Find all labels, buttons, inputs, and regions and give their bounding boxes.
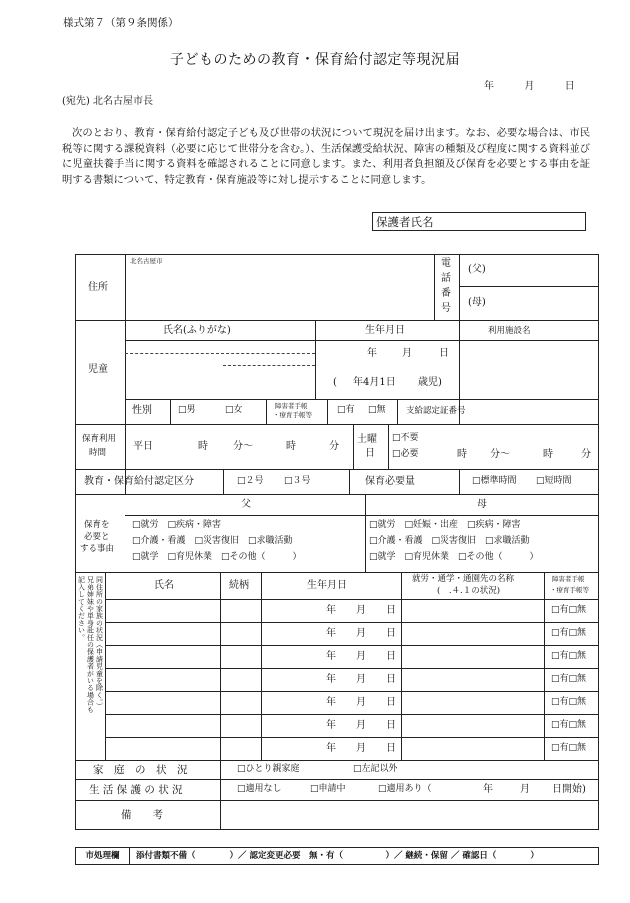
saturday-end-min[interactable]: 分 [581,449,591,460]
address-prefill[interactable]: 北名古屋市 [130,257,163,265]
family-row-month[interactable]: 月 [356,674,366,685]
category-label: 教育・保育給付認定区分 [84,476,194,487]
phone-label-1: 電 [441,258,451,269]
short-hours-checkbox[interactable]: □短時間 [536,476,572,486]
phone-label-4: 号 [441,303,451,314]
family-name-header: 氏名 [154,580,174,591]
welfare-label: 生 活 保 護 の 状 況 [89,784,183,796]
certificate-number-label: 支給認定証番号 [406,406,466,416]
weekday-start-min[interactable]: 分〜 [233,441,253,452]
family-side-label-2: 兄弟姉妹や単身赴任の保護者がいる場合も [86,576,95,713]
child-age-open: ( [333,377,337,388]
reason-father-header: 父 [241,499,251,510]
remarks-label: 備 考 [121,809,163,821]
reason-father-options-1[interactable]: □就労 □疾病・障害 [132,520,222,530]
child-birth-month[interactable]: 月 [402,348,412,359]
family-row-disability-check[interactable]: □有□無 [551,605,587,615]
family-row-day[interactable]: 日 [386,720,396,731]
family-row-year[interactable]: 年 [326,605,336,616]
family-row-disability-check[interactable]: □有□無 [551,720,587,730]
date-year: 年 [484,81,494,92]
reason-mother-options-3[interactable]: □就学 □育児休業 □その他（ ） [369,552,539,562]
weekday-start-hour[interactable]: 時 [198,441,208,452]
weekday-label: 平日 [133,441,153,452]
family-row-disability-check[interactable]: □有□無 [551,743,587,753]
family-work-header-2: ( .４.１の状況) [437,586,501,596]
disability-label-1: 障害者手帳 [275,402,308,410]
family-row-year[interactable]: 年 [326,697,336,708]
standard-hours-checkbox[interactable]: □標準時間 [472,476,517,486]
office-use-box [75,847,599,865]
child-birth-header: 生年月日 [365,325,405,336]
reason-mother-options-1[interactable]: □就労 □妊娠・出産 □疾病・障害 [369,520,521,530]
welfare-applied-checkbox[interactable]: □適用あり（ [378,784,432,794]
family-work-header-1: 就労・通学・通園先の名称 [412,574,515,584]
family-row-year[interactable]: 年 [326,743,336,754]
sex-male-checkbox[interactable]: □男 [178,405,196,415]
phone-mother[interactable]: (母) [468,297,486,308]
family-row-day[interactable]: 日 [386,697,396,708]
address-label: 住所 [88,282,108,293]
saturday-end-hour[interactable]: 時 [543,449,553,460]
family-row-disability-check[interactable]: □有□無 [551,651,587,661]
family-birth-header: 生年月日 [307,580,347,591]
family-row-year[interactable]: 年 [326,628,336,639]
family-side-label-3: 記入してください。 [77,576,86,641]
family-row-month[interactable]: 月 [356,720,366,731]
family-row-year[interactable]: 年 [326,674,336,685]
category-3-checkbox[interactable]: □３号 [284,476,311,486]
welfare-year[interactable]: 年 [483,784,493,795]
category-2-checkbox[interactable]: □２号 [237,476,264,486]
submission-date [484,82,575,92]
family-row-day[interactable]: 日 [386,674,396,685]
child-facility-header: 利用施設名 [488,326,531,336]
family-row-day[interactable]: 日 [386,628,396,639]
phone-label-2: 話 [441,273,451,284]
document-title: 子どものための教育・保育給付認定等現況届 [170,52,460,68]
reason-label-2: 必要と [84,532,110,542]
welfare-applying-checkbox[interactable]: □申請中 [310,784,346,794]
family-row-month[interactable]: 月 [356,651,366,662]
family-row-disability-check[interactable]: □有□無 [551,674,587,684]
child-label: 児童 [88,364,108,375]
child-age-class[interactable]: 歳児) [418,377,442,388]
family-row-month[interactable]: 月 [356,697,366,708]
family-relation-header: 続柄 [229,580,249,591]
disability-yes-checkbox[interactable]: □有 [337,405,355,415]
family-disability-header-1: 障害者手帳 [552,575,585,583]
family-row-day[interactable]: 日 [386,605,396,616]
sex-label: 性別 [132,405,152,416]
welfare-start-day[interactable]: 日開始) [552,784,586,795]
childcare-need-label: 保育必要量 [365,476,415,487]
saturday-label-2: 日 [365,448,375,459]
saturday-start-min[interactable]: 分〜 [490,449,510,460]
family-row-month[interactable]: 月 [356,743,366,754]
reason-mother-header: 母 [477,499,487,510]
family-row-month[interactable]: 月 [356,628,366,639]
single-parent-checkbox[interactable]: □ひとり親家庭 [237,764,300,774]
hours-label-1: 保育利用 [82,434,117,444]
saturday-not-needed-checkbox[interactable]: □不要 [392,433,419,443]
reason-mother-options-2[interactable]: □介護・看護 □災害復旧 □求職活動 [369,536,530,546]
reason-father-options-2[interactable]: □介護・看護 □災害復旧 □求職活動 [132,536,293,546]
date-month: 月 [524,81,535,92]
phone-father[interactable]: (父) [468,264,486,275]
reason-label-3: する事由 [80,544,115,554]
welfare-month[interactable]: 月 [520,784,530,795]
family-disability-header-2: ・療育手帳等 [550,586,589,594]
family-row-year[interactable]: 年 [326,720,336,731]
disability-no-checkbox[interactable]: □無 [368,405,386,415]
consent-statement: 次のとおり、教育・保育給付認定子ども及び世帯の状況について現況を届け出ます。なお、必要な場合は、市民税等に関する課税資料（必要に応じて世帯分を含む。）、生活保護受給状況、障害の種類及び程度に関する資料並びに児童扶養手当に関する資料を確認されることに同意します。また、利用者負担額及び保育を必要とする事由を証明する書類について、特定教育・保育施設等に対し提示することに同意します。 [62,127,590,186]
child-birth-day[interactable]: 日 [439,348,449,359]
family-row-year[interactable]: 年 [326,651,336,662]
weekday-end-hour[interactable]: 時 [286,441,296,452]
family-side-label-1: 同住所の家族の状況（申請児童を除く。） [95,576,104,710]
saturday-label-1: 土曜 [357,434,377,445]
guardian-name-field[interactable]: 保護者氏名 [372,212,586,231]
child-age-date: 年4月1日 [353,377,396,388]
family-row-month[interactable]: 月 [356,605,366,616]
household-label: 家 庭 の 状 況 [93,764,188,776]
welfare-not-applied-checkbox[interactable]: □適用なし [237,784,282,794]
reason-father-options-3[interactable]: □就学 □育児休業 □その他（ ） [132,552,302,562]
office-use-text[interactable]: 添付書類不備（ ）／ 認定変更必要 無・有（ ）／ 継続・保留 ／ 確認日（ ） [136,851,539,861]
addressee: (宛先) 北名古屋市長 [62,96,153,107]
disability-label-2: ・療育手帳等 [273,411,312,419]
hours-label-2: 時間 [89,448,107,458]
household-other-checkbox[interactable]: □左記以外 [353,764,398,774]
reason-label-1: 保育を [84,520,110,530]
saturday-start-hour[interactable]: 時 [457,449,467,460]
child-birth-year[interactable]: 年 [367,348,377,359]
status-report-form [75,254,599,829]
weekday-end-min[interactable]: 分 [329,441,339,452]
child-name-header: 氏名(ふりがな) [163,325,231,336]
date-day: 日 [564,81,575,92]
family-row-disability-check[interactable]: □有□無 [551,628,587,638]
family-row-day[interactable]: 日 [386,651,396,662]
form-number: 様式第７（第９条関係） [63,17,179,29]
family-row-day[interactable]: 日 [386,743,396,754]
office-use-label: 市処理欄 [76,848,130,864]
phone-label-3: 番 [441,288,451,299]
family-row-disability-check[interactable]: □有□無 [551,697,587,707]
saturday-needed-checkbox[interactable]: □必要 [392,449,419,459]
sex-female-checkbox[interactable]: □女 [225,405,243,415]
